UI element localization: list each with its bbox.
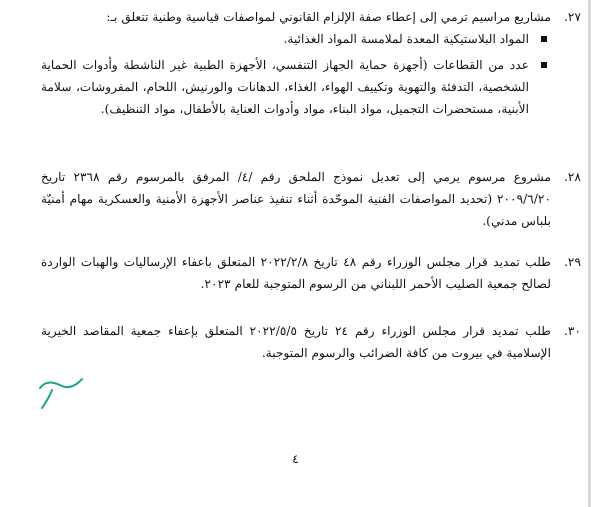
item-text: طلب تمديد قرار مجلس الوزراء رقم ٤٨ تاريخ ٢٠٢٢/٢/٨ المتعلق باعفاء الإرساليات والهبات الواردة لصالح جمعية الصليب الأحمر اللبناني من الرسوم المتوجبة للعام ٢٠٢٣.: [41, 255, 551, 291]
item-number: ٣٠.: [564, 324, 581, 338]
item-intro: مشاريع مراسيم ترمي إلى إعطاء صفة الإلزام القانوني لمواصفات قياسية وطنية تتعلق بـ:: [106, 10, 551, 24]
agenda-item-29: [41, 251, 581, 295]
bullet-item: [41, 28, 551, 50]
item-number: ٢٨.: [564, 170, 581, 184]
item-text: طلب تمديد قرار مجلس الوزراء رقم ٢٤ تاريخ ٢٠٢٢/٥/٥ المتعلق بإعفاء جمعية المقاصد الخيرية الإسلامية في بيروت من كافة الضرائب والرسوم المتوجبة.: [41, 324, 552, 360]
agenda-item-28: [41, 166, 581, 232]
agenda-item-27: [41, 6, 581, 120]
square-bullet-icon: [541, 62, 547, 68]
handwritten-initials-signature: [36, 370, 86, 414]
page-number: ٤: [292, 452, 299, 466]
item-number: ٢٩.: [564, 255, 581, 269]
item-text: مشروع مرسوم يرمي إلى تعديل نموذج الملحق رقم /٤/ المرفق بالمرسوم رقم ٢٣٦٨ تاريخ ٢٠٠٩/٦/٢٠ (تحديد المواصفات الفنية الموحّدة أثناء تنفيذ عناصر الأجهزة الأمنية والعسكرية مهام أمنيّة بلباس مدني).: [41, 170, 551, 228]
item-number: ٢٧.: [564, 10, 581, 24]
agenda-item-30: [41, 320, 581, 364]
bullet-item: [41, 54, 551, 120]
bullet-list: [41, 28, 551, 120]
bullet-text: عدد من القطاعات (أجهزة حماية الجهاز التنفسي، الأجهزة الطبية غير الناشطة وأدوات الحماية الشخصية، التدفئة والتهوية وتكييف الهواء، الغذاء، الدهانات والورنيش، اللحام، المفروشات، سلامة الأبنية، مستحضرات التجميل، مواد البناء، مواد وأدوات العناية بالأطفال، مواد التنظيف).: [41, 58, 529, 116]
bullet-text: المواد البلاستيكية المعدة لملامسة المواد الغذائية.: [283, 32, 529, 46]
square-bullet-icon: [541, 36, 547, 42]
